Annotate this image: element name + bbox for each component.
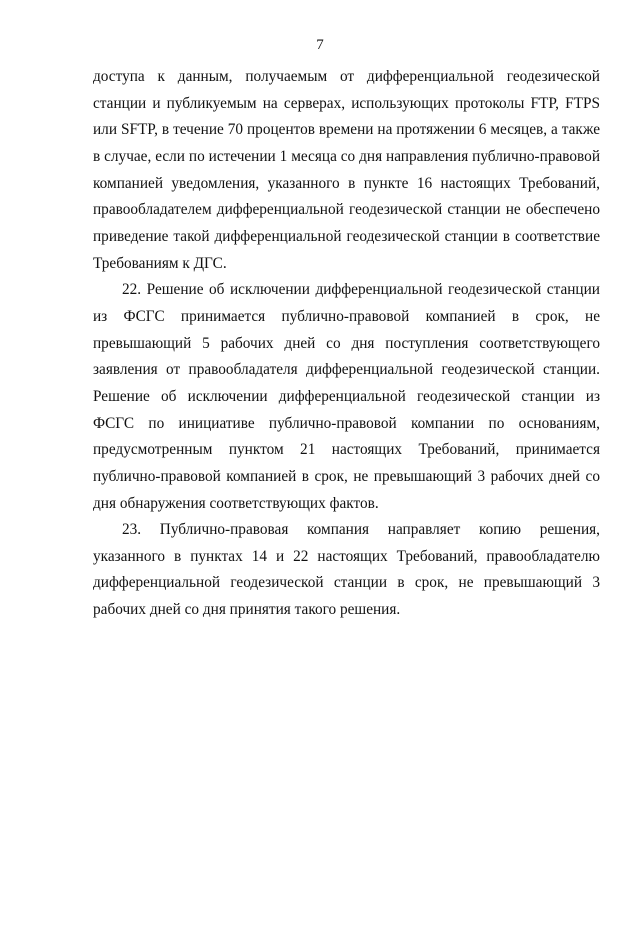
paragraph-22: 22. Решение об исключении дифференциальной геодезической станции из ФСГС принимается публично-правовой компанией в срок, не превышающий 5 рабочих дней со дня поступления соответствующего заявления от правообладателя дифференциальной геодезической станции. Решение об исключении дифференциальной геодезической станции из ФСГС по инициативе публично-правовой компании по основаниям, предусмотренным пунктом 21 настоящих Требований, принимается публично-правовой компанией в срок, не превышающий 3 рабочих дней со дня обнаружения соответствующих фактов. <box>93 281 600 512</box>
paragraph-continuation: доступа к данным, получаемым от дифференциальной геодезической станции и публикуемым на серверах, использующих протоколы FTP, FTPS или SFTP, в течение 70 процентов времени на протяжении 6 месяцев, а также в случае, если по истечении 1 месяца со дня направления публично-правовой компанией уведомления, указанного в пункте 16 настоящих Требований, правообладателем дифференциальной геодезической станции не обеспечено приведение такой дифференциальной геодезической станции в соответствие Требованиям к ДГС. <box>93 68 600 272</box>
paragraph-23: 23. Публично-правовая компания направляет копию решения, указанного в пунктах 14 и 22 настоящих Требований, правообладателю дифференциальной геодезической станции в срок, не превышающий 3 рабочих дней со дня принятия такого решения. <box>93 521 600 619</box>
page-number: 7 <box>316 37 324 53</box>
document-body <box>93 64 600 624</box>
